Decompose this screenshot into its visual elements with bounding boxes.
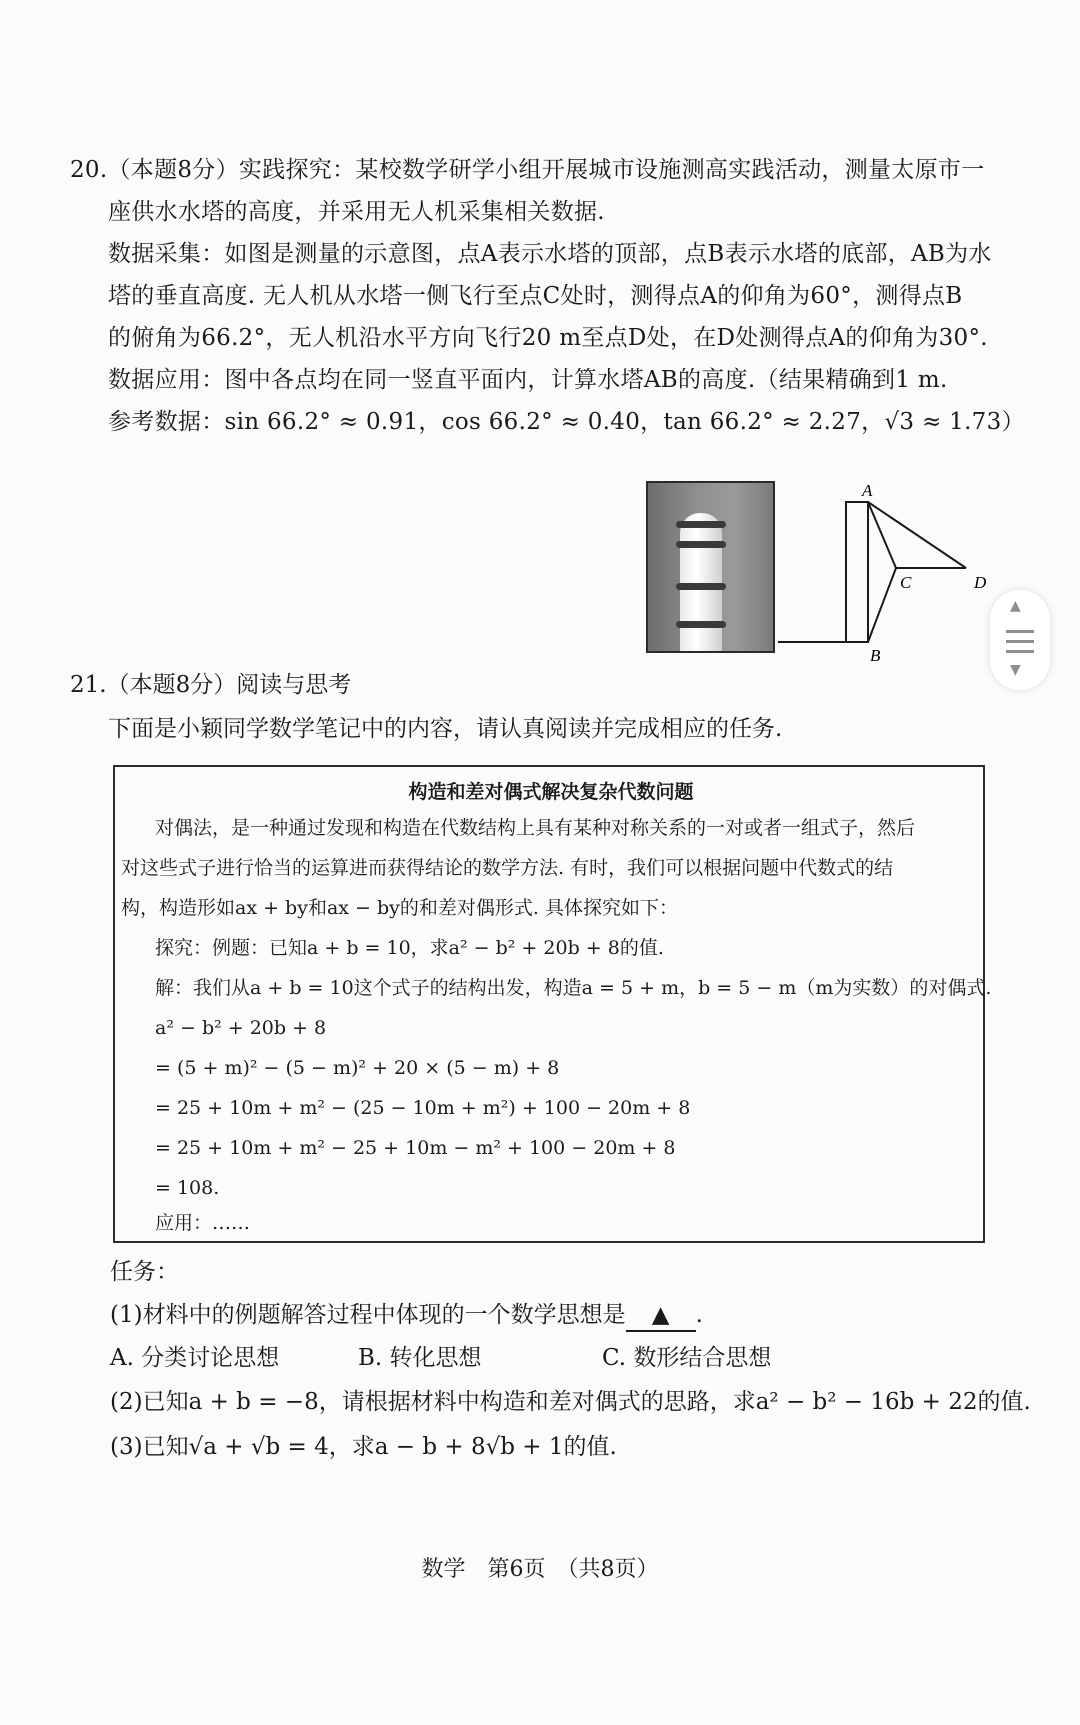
tasks-label: 任务： [110, 1259, 179, 1285]
note-line: = 25 + 10m + m² − (25 − 10m + m²) + 100 − 20m + 8 [155, 1097, 691, 1119]
scroll-up-icon[interactable]: ▲ [1010, 598, 1021, 614]
note-line: = 25 + 10m + m² − 25 + 10m − m² + 100 − 20m + 8 [155, 1137, 676, 1159]
task-1-end: . [695, 1302, 703, 1328]
q20-line-7: 参考数据：sin 66.2° ≈ 0.91，cos 66.2° ≈ 0.40，tan 66.2° ≈ 2.27，√3 ≈ 1.73） [108, 409, 1025, 435]
q20-line-6: 数据应用：图中各点均在同一竖直平面内，计算水塔AB的高度.（结果精确到1 m. [108, 367, 948, 393]
drag-bar-icon [1006, 640, 1034, 643]
label-a: A [862, 484, 873, 500]
note-line: 对偶法，是一种通过发现和构造在代数结构上具有某种对称关系的一对或者一组式子，然后 [155, 817, 916, 839]
tower-ring [676, 621, 726, 628]
scroll-down-icon[interactable]: ▼ [1010, 662, 1021, 678]
line-cb [868, 568, 896, 642]
water-tower-photo [646, 481, 775, 653]
q21-intro: 下面是小颖同学数学笔记中的内容，请认真阅读并完成相应的任务. [108, 716, 783, 742]
task-1-text: (1)材料中的例题解答过程中体现的一个数学思想是 [110, 1302, 626, 1328]
scroll-handle[interactable] [990, 590, 1050, 690]
drag-bar-icon [1006, 630, 1034, 633]
note-line: 应用：…… [155, 1212, 251, 1234]
task-1 [110, 1300, 703, 1332]
label-c: C [900, 573, 912, 592]
task-2: (2)已知a + b = −8，请根据材料中构造和差对偶式的思路，求a² − b² − 16b + 22的值. [110, 1389, 1031, 1415]
q20-line-5: 的俯角为66.2°，无人机沿水平方向飞行20 m至点D处，在D处测得点A的仰角为30°. [108, 325, 988, 351]
tower-ring [676, 583, 726, 590]
geometry-diagram [778, 484, 998, 664]
label-d: D [974, 573, 987, 592]
tower-ring [676, 541, 726, 548]
page-footer: 数学 第6页 （共8页） [421, 1557, 659, 1582]
note-line: = 108. [155, 1177, 220, 1199]
note-line: 探究：例题：已知a + b = 10，求a² − b² + 20b + 8的值. [155, 937, 664, 959]
q20-line-1: 20.（本题8分）实践探究：某校数学研学小组开展城市设施测高实践活动，测量太原市一 [70, 157, 985, 183]
tower-rect [846, 502, 868, 642]
option-a: A. 分类讨论思想 [110, 1345, 280, 1371]
note-line: 对这些式子进行恰当的运算进而获得结论的数学方法. 有时，我们可以根据问题中代数式的结 [121, 857, 894, 879]
note-box [113, 765, 992, 1243]
answer-blank: ▲ [626, 1300, 696, 1332]
note-line: = (5 + m)² − (5 − m)² + 20 × (5 − m) + 8 [155, 1057, 560, 1079]
q21-heading: 21.（本题8分）阅读与思考 [70, 672, 352, 698]
option-c: C. 数形结合思想 [602, 1345, 772, 1371]
task-3: (3)已知√a + √b = 4，求a − b + 8√b + 1的值. [110, 1434, 617, 1460]
note-line: 解：我们从a + b = 10这个式子的结构出发，构造a = 5 + m，b = 5 − m（m为实数）的对偶式. [155, 977, 992, 999]
option-b: B. 转化思想 [358, 1345, 482, 1371]
q20-line-3: 数据采集：如图是测量的示意图，点A表示水塔的顶部，点B表示水塔的底部，AB为水 [108, 241, 992, 267]
note-box-title: 构造和差对偶式解决复杂代数问题 [408, 781, 694, 803]
q20-line-4: 塔的垂直高度. 无人机从水塔一侧飞行至点C处时，测得点A的仰角为60°，测得点B [108, 283, 963, 309]
label-b: B [870, 646, 881, 664]
drag-bar-icon [1006, 650, 1034, 653]
note-line: 构，构造形如ax + by和ax − by的和差对偶形式. 具体探究如下： [121, 897, 678, 919]
tower-ring [676, 521, 726, 528]
q20-line-2: 座供水水塔的高度，并采用无人机采集相关数据. [108, 199, 605, 225]
note-line: a² − b² + 20b + 8 [155, 1017, 327, 1039]
